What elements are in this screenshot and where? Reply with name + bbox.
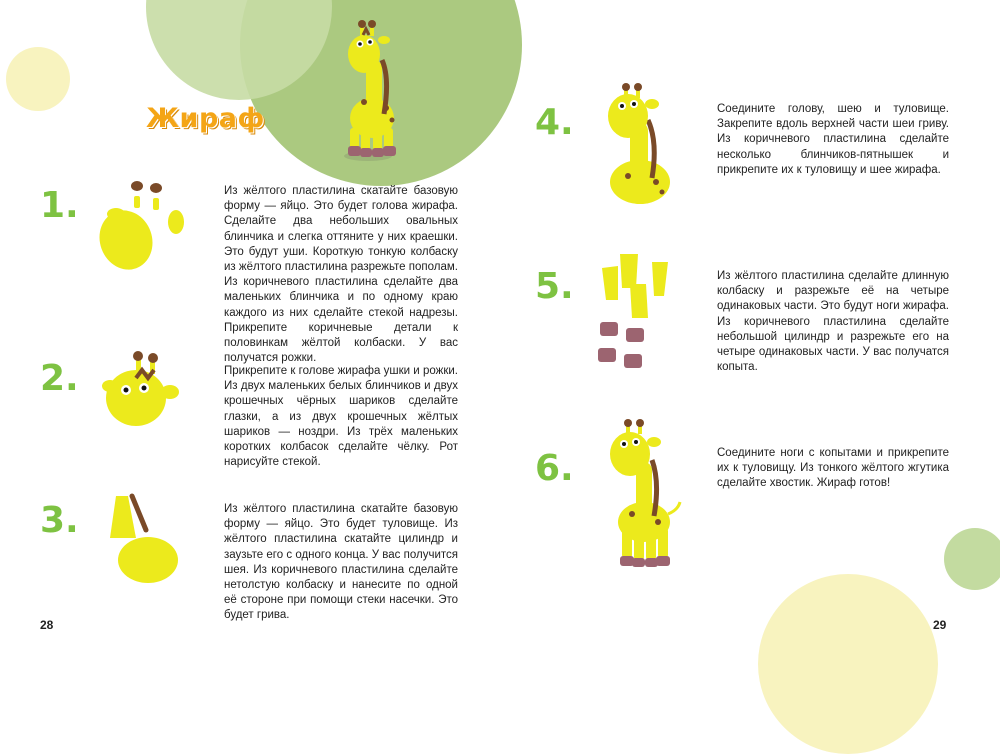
step-4-number: 4. bbox=[535, 102, 574, 143]
step-4-text: Соедините голову, шею и туловище. Закрепите вдоль верхней части шеи гриву. Из коричневого пластилина сделайте несколько блинчиков-пятнышек и прикрепите их к туловищу и шее жирафа. bbox=[717, 103, 949, 176]
page-number-left: 28 bbox=[40, 618, 54, 632]
step-6-image bbox=[600, 418, 684, 572]
page-title: Жираф bbox=[146, 103, 265, 134]
step-6-number: 6. bbox=[535, 448, 574, 489]
step-3-image bbox=[102, 490, 186, 584]
step-1-number: 1. bbox=[40, 185, 79, 226]
deco-circle-yellow-left bbox=[6, 47, 70, 111]
page-number-right: 29 bbox=[933, 618, 947, 632]
step-6-text: Соедините ноги с копытами и прикрепите их к туловищу. Из тонкого жёлтого жгутика сделайте хвостик. Жираф готов! bbox=[717, 447, 949, 490]
step-1-text: Из жёлтого пластилина скатайте базовую форму — яйцо. Это будет голова жирафа. Сделайте два небольших овальных блинчика и слегка оттяните у них краешки. Это будут уши. Короткую тонкую колбаску из жёлтого пластилина разрежьте пополам. Из коричневого пластилина сделайте два маленьких блинчика и по одному краю каждого из них сделайте стекой надрезы. Прикрепите коричневые детали к половинкам жёлтой колбаски. У вас получатся рожки. bbox=[224, 185, 458, 365]
deco-circle-green-right bbox=[944, 528, 1000, 590]
step-4-image bbox=[600, 82, 680, 206]
deco-circle-yellow-bottom bbox=[758, 574, 938, 754]
step-5-text: Из жёлтого пластилина сделайте длинную колбаску и разрежьте её на четыре одинаковых части. Это будут ноги жирафа. Из коричневого пластилина сделайте небольшой цилиндр и разрежьте его на четыре одинаковых части. У вас получатся копыта. bbox=[717, 270, 949, 374]
step-2-image bbox=[100, 348, 182, 428]
step-1-image bbox=[100, 178, 190, 272]
step-3-number: 3. bbox=[40, 500, 79, 541]
giraffe-final-header-image bbox=[340, 18, 416, 164]
step-5-number: 5. bbox=[535, 266, 574, 307]
step-2-number: 2. bbox=[40, 358, 79, 399]
step-5-image bbox=[596, 248, 678, 376]
step-3-text: Из жёлтого пластилина скатайте базовую форму — яйцо. Это будет туловище. Из жёлтого пластилина скатайте цилиндр и заузьте его с одного конца. У вас получится шея. Из коричневого пластилина сделайте нетолстую колбаску и нанесите по одной её стороне при помощи стеки насечки. Это будет грива. bbox=[224, 503, 458, 622]
step-2-text: Прикрепите к голове жирафа ушки и рожки. Из двух маленьких белых блинчиков и двух крошечных чёрных шариков сделайте глазки, а из двух крошечных жёлтых шариков — ноздри. Из трёх маленьких коротких колбасок сделайте чёлку. Рот нарисуйте стекой. bbox=[224, 365, 458, 469]
